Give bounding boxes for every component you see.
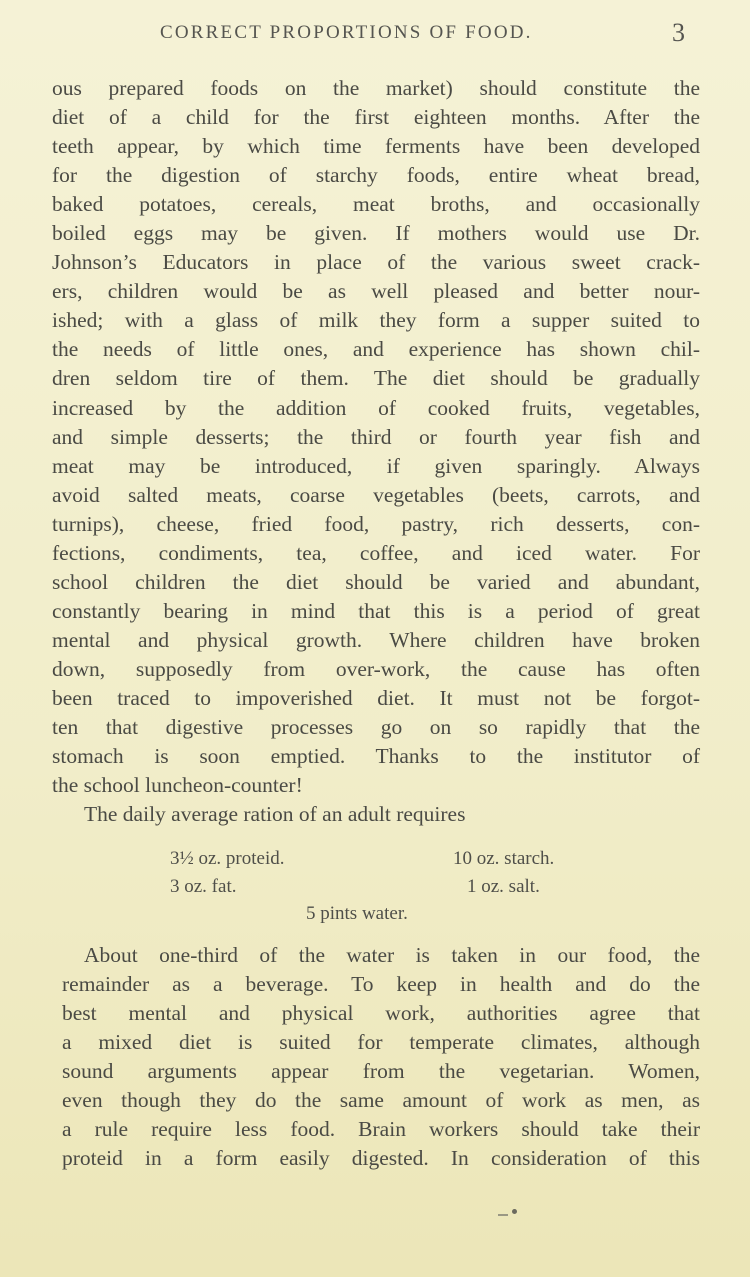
body-text <box>52 74 700 829</box>
ration-water: 5 pints water. <box>306 903 408 924</box>
text-line: for the digestion of starchy foods, entire wheat bread, <box>52 163 700 188</box>
text-line: constantly bearing in mind that this is a period of great <box>52 598 700 623</box>
text-line: baked potatoes, cereals, meat broths, and occasionally <box>52 192 700 217</box>
text-line: turnips), cheese, fried food, pastry, rich desserts, con- <box>52 511 700 536</box>
text-line: stomach is soon emptied. Thanks to the institutor of <box>52 744 700 769</box>
text-line: meat may be introduced, if given sparingly. Always <box>52 453 700 478</box>
text-line: even though they do the same amount of work as men, as <box>62 1088 700 1113</box>
text-line: a rule require less food. Brain workers should take their <box>62 1117 700 1142</box>
text-line: remainder as a beverage. To keep in health and do the <box>62 972 700 997</box>
text-line: dren seldom tire of them. The diet should be gradually <box>52 366 700 391</box>
page-number: 3 <box>672 18 685 47</box>
body-text-2 <box>62 941 700 1173</box>
ink-speck <box>512 1209 517 1214</box>
text-line: the school luncheon-counter! <box>52 773 303 798</box>
ink-mark <box>498 1214 508 1216</box>
text-line: down, supposedly from over-work, the cause has often <box>52 656 700 681</box>
text-line: diet of a child for the first eighteen months. After the <box>52 105 700 130</box>
text-line: increased by the addition of cooked fruits, vegetables, <box>52 395 700 420</box>
text-line: fections, condiments, tea, coffee, and iced water. For <box>52 540 700 565</box>
text-line: Johnson’s Educators in place of the various sweet crack- <box>52 250 700 275</box>
ration-starch: 10 oz. starch. <box>453 848 555 869</box>
ration-salt: 1 oz. salt. <box>467 876 540 897</box>
running-title: CORRECT PROPORTIONS OF FOOD. <box>160 22 533 43</box>
text-line: sound arguments appear from the vegetarian. Women, <box>62 1059 700 1084</box>
text-line: About one-third of the water is taken in our food, the <box>84 943 700 967</box>
ration-intro: The daily average ration of an adult requires <box>84 802 466 827</box>
text-line: avoid salted meats, coarse vegetables (beets, carrots, and <box>52 482 700 507</box>
ration-fat: 3 oz. fat. <box>170 876 237 897</box>
text-line: been traced to impoverished diet. It must not be forgot- <box>52 685 700 710</box>
running-head <box>0 18 750 48</box>
text-line: ten that digestive processes go on so rapidly that the <box>52 715 700 740</box>
text-line: teeth appear, by which time ferments have been developed <box>52 134 700 159</box>
text-line: boiled eggs may be given. If mothers would use Dr. <box>52 221 700 246</box>
text-line: best mental and physical work, authorities agree that <box>62 1001 700 1026</box>
text-line: proteid in a form easily digested. In consideration of this <box>62 1146 700 1171</box>
text-line: ous prepared foods on the market) should constitute the <box>52 76 700 100</box>
text-line: the needs of little ones, and experience has shown chil- <box>52 337 700 362</box>
text-line: and simple desserts; the third or fourth year fish and <box>52 424 700 449</box>
ration-proteid: 3½ oz. proteid. <box>170 848 285 869</box>
text-line: school children the diet should be varied and abundant, <box>52 569 700 594</box>
text-line: a mixed diet is suited for temperate climates, although <box>62 1030 700 1055</box>
text-line: ished; with a glass of milk they form a supper suited to <box>52 308 700 333</box>
text-line: mental and physical growth. Where children have broken <box>52 627 700 652</box>
text-line: ers, children would be as well pleased and better nour- <box>52 279 700 304</box>
